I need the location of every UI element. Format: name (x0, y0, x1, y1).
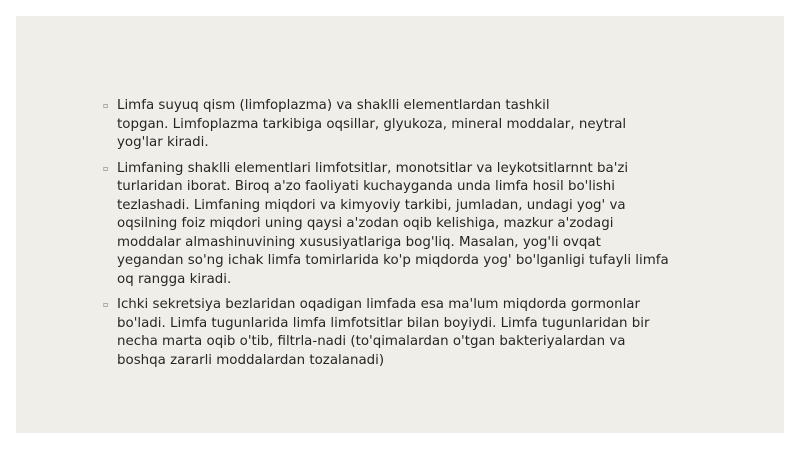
square-bullet-icon: ▫ (103, 101, 109, 110)
bullet-line: moddalar almashinuvining xususiyatlariga bog'liq. Masalan, yog'li ovqat (117, 234, 601, 250)
bullet-line: turlaridan iborat. Biroq a'zo faoliyati kuchayganda unda limfa hosil bo'lishi (117, 179, 615, 194)
bullet-line: oq rangga kiradi. (117, 271, 232, 287)
square-bullet-icon: ▫ (103, 163, 109, 173)
bullet-line: oqsilning foiz miqdori uning qaysi a'zodan oqib kelishiga, mazkur a'zodagi (117, 216, 614, 231)
bullet-line: yegandan so'ng ichak limfa tomirlarida ko'p miqdorda yog' bo'lganligi tufayli limfa (117, 253, 669, 268)
bullet-item (102, 97, 702, 153)
bullet-line: Ichki sekretsiya bezlaridan oqadigan limfada esa ma'lum miqdorda gormonlar (117, 297, 641, 312)
bullet-line: Limfa suyuq qism (limfoplazma) va shaklli elementlardan tashkil (117, 98, 550, 113)
bullet-line: necha marta oqib o'tib, filtrla-nadi (to'qimalardan o'tgan bakteriyalardan va (117, 334, 626, 349)
bullet-item (102, 160, 702, 290)
bullet-line: bo'ladi. Limfa tugunlarida limfa limfotsitlar bilan boyiydi. Limfa tugunlaridan bir (117, 315, 650, 331)
bullet-line: topgan. Limfoplazma tarkibiga oqsillar, glyukoza, mineral moddalar, neytral (117, 116, 627, 132)
bullet-item (102, 296, 702, 370)
slide (16, 16, 784, 433)
bullet-line: tezlashadi. Limfaning miqdori va kimyoviy tarkibi, jumladan, undagi yog' va (117, 197, 626, 213)
bullet-line: boshqa zararli moddalardan tozalanadi) (117, 352, 385, 368)
bullet-line: yog'lar kiradi. (117, 135, 209, 150)
bullet-list (102, 97, 702, 377)
bullet-line: Limfaning shaklli elementlari limfotsitlar, monotsitlar va leykotsitlarnnt ba'zi (117, 160, 629, 176)
square-bullet-icon: ▫ (103, 300, 109, 309)
